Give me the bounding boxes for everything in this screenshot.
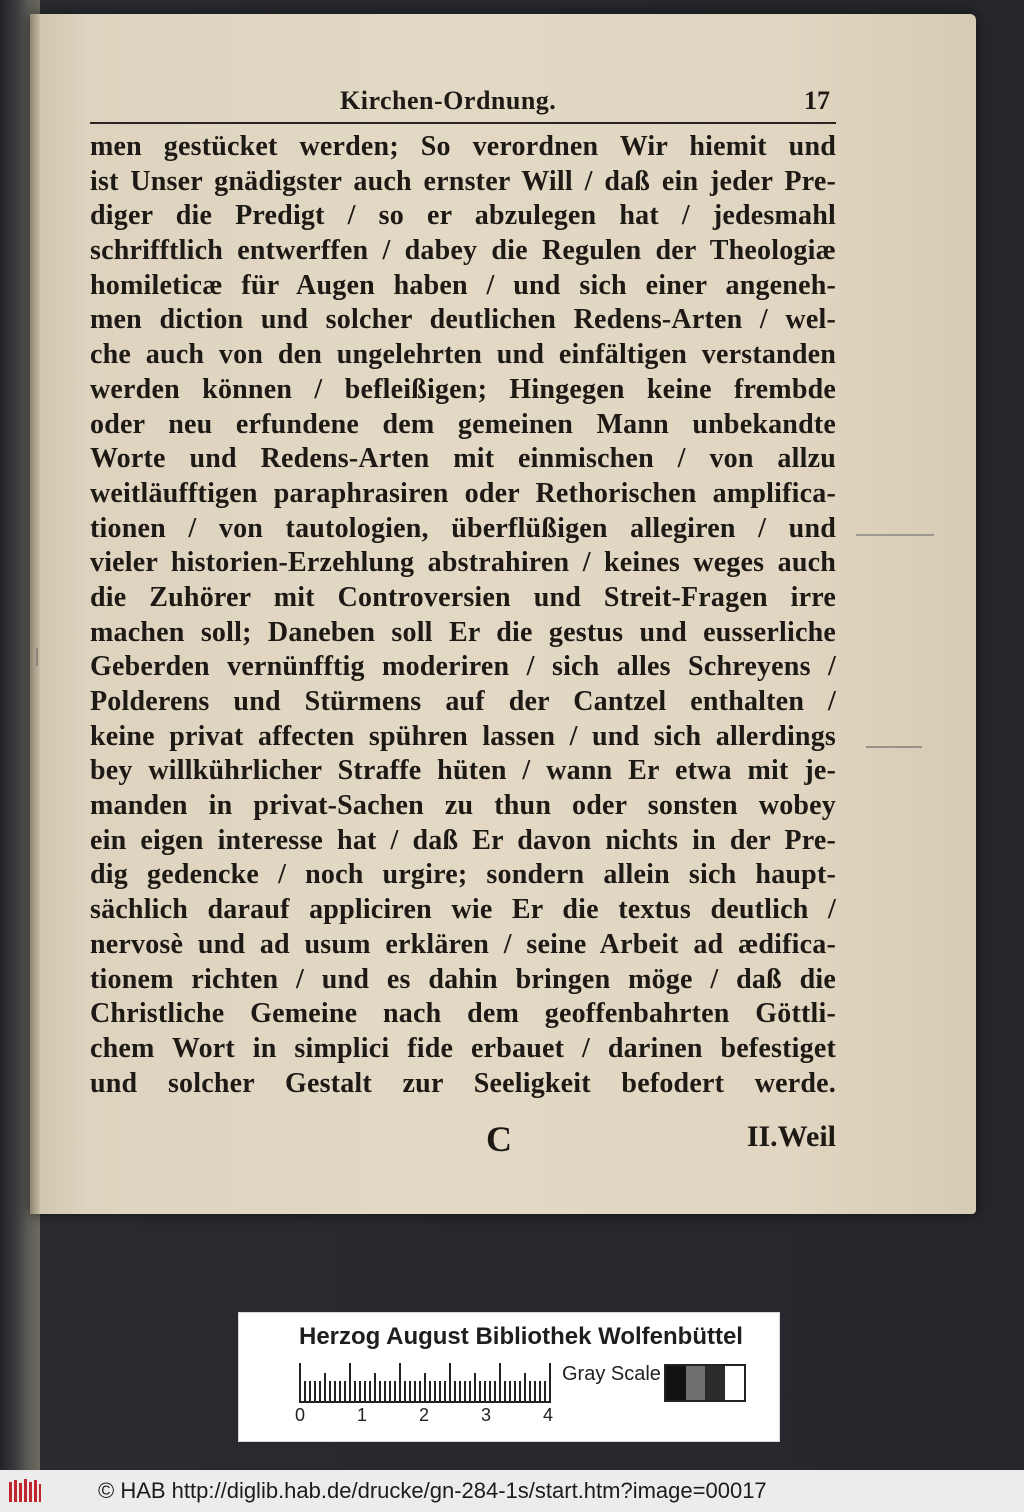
- text-line: und solcher Gestalt zur Seeligkeit befodert werde.: [90, 1067, 836, 1099]
- ruler-tick: [324, 1373, 326, 1403]
- ruler-tick: [504, 1381, 506, 1403]
- text-line: tionem richten / und es dahin bringen möge / daß die: [90, 963, 836, 995]
- catchword: II.Weil: [746, 1120, 836, 1153]
- ruler-tick: [349, 1363, 351, 1403]
- body-text: [90, 130, 836, 1101]
- ruler-tick: [399, 1363, 401, 1403]
- text-line: che auch von den ungelehrten und einfältigen verstanden: [90, 339, 836, 371]
- ruler-tick: [469, 1381, 471, 1403]
- ruler-tick: [524, 1373, 526, 1403]
- running-head: Kirchen-Ordnung.: [340, 86, 557, 115]
- ruler-tick: [414, 1381, 416, 1403]
- ruler-tick: [459, 1381, 461, 1403]
- ruler-tick: [314, 1381, 316, 1403]
- ruler-tick: [464, 1381, 466, 1403]
- ruler-tick: [379, 1381, 381, 1403]
- ruler-tick: [484, 1381, 486, 1403]
- margin-pencil-mark: [856, 534, 934, 536]
- text-line: Worte und Redens-Arten mit einmischen / von allzu: [90, 443, 836, 475]
- gray-swatch: [686, 1366, 706, 1400]
- text-line: homileticæ für Augen haben / und sich einer angeneh-: [90, 269, 836, 301]
- text-line: Christliche Gemeine nach dem geoffenbahrten Göttli-: [90, 998, 836, 1030]
- ruler-tick: [499, 1363, 501, 1403]
- text-line: Polderens und Stürmens auf der Cantzel enthalten /: [90, 686, 836, 717]
- ruler-tick: [424, 1373, 426, 1403]
- ruler-label: 0: [294, 1405, 305, 1425]
- ruler-tick: [549, 1363, 551, 1403]
- ruler-tick: [489, 1381, 491, 1403]
- ruler-tick: [544, 1381, 546, 1403]
- gray-swatch: [705, 1366, 725, 1400]
- gray-swatch: [666, 1366, 686, 1400]
- text-line: vieler historien-Erzehlung abstrahiren / keines weges auch: [90, 547, 836, 579]
- text-line: weitläufftigen paraphrasiren oder Rethorischen amplifica-: [90, 477, 836, 509]
- ruler-tick: [329, 1381, 331, 1403]
- hab-logo-icon: [8, 1478, 42, 1504]
- ruler-tick: [439, 1381, 441, 1403]
- ruler-tick: [354, 1381, 356, 1403]
- ruler-tick: [529, 1381, 531, 1403]
- gray-swatch: [725, 1366, 745, 1400]
- ruler-label: 1: [356, 1405, 367, 1425]
- ruler-tick: [319, 1381, 321, 1403]
- ruler-tick: [539, 1381, 541, 1403]
- ruler-tick: [374, 1373, 376, 1403]
- ruler-tick: [369, 1381, 371, 1403]
- text-line: manden in privat-Sachen zu thun oder sonsten wobey: [90, 790, 836, 822]
- text-line: chem Wort in simplici fide erbauet / darinen befestiget: [90, 1032, 836, 1064]
- measurement-ruler: [299, 1363, 549, 1403]
- footer-bar: [0, 1470, 1024, 1512]
- copyright-url: © HAB http://diglib.hab.de/drucke/gn-284-1s/start.htm?image=00017: [98, 1478, 767, 1503]
- ruler-tick: [309, 1381, 311, 1403]
- text-line: men diction und solcher deutlichen Redens-Arten / wel-: [90, 304, 836, 336]
- gray-scale-label: Gray Scale: [562, 1363, 661, 1385]
- text-line: sächlich darauf appliciren wie Er die textus deutlich /: [90, 894, 836, 926]
- ruler-tick: [404, 1381, 406, 1403]
- ruler-tick: [389, 1381, 391, 1403]
- text-line: schrifftlich entwerffen / dabey die Regulen der Theologiæ: [90, 235, 836, 267]
- ruler-tick: [474, 1373, 476, 1403]
- text-line: ist Unser gnädigster auch ernster Will / daß ein jeder Pre-: [90, 165, 836, 197]
- ruler-label: 2: [418, 1405, 429, 1425]
- ruler-label: 3: [480, 1405, 491, 1425]
- ruler-tick: [434, 1381, 436, 1403]
- catchword-row: [90, 1118, 836, 1158]
- text-line: keine privat affecten spühren lassen / und sich allerdings: [90, 720, 836, 752]
- gray-scale-strip: [664, 1364, 746, 1402]
- ruler-tick: [409, 1381, 411, 1403]
- ruler-tick: [299, 1363, 301, 1403]
- ruler-tick: [519, 1381, 521, 1403]
- ruler-tick: [429, 1381, 431, 1403]
- margin-pencil-mark: [866, 746, 922, 748]
- ruler-tick: [339, 1381, 341, 1403]
- ruler-tick: [509, 1381, 511, 1403]
- ruler-tick: [419, 1381, 421, 1403]
- ruler-tick: [449, 1363, 451, 1403]
- text-line: ein eigen interesse hat / daß Er davon nichts in der Pre-: [90, 824, 836, 856]
- library-name: Herzog August Bibliothek Wolfenbüttel: [299, 1323, 743, 1350]
- text-line: dig gedencke / noch urgire; sondern allein sich haupt-: [90, 859, 836, 891]
- text-line: diger die Predigt / so er abzulegen hat / jedesmahl: [90, 200, 836, 232]
- text-line: die Zuhörer mit Controversien und Streit-Fragen irre: [90, 581, 836, 613]
- ruler-tick: [384, 1381, 386, 1403]
- text-line: oder neu erfundene dem gemeinen Mann unbekandte: [90, 408, 836, 440]
- ruler-tick: [359, 1381, 361, 1403]
- text-line: machen soll; Daneben soll Er die gestus und eusserliche: [90, 616, 836, 648]
- ruler-tick: [344, 1381, 346, 1403]
- page-gutter: [30, 14, 40, 1214]
- text-line: tionen / von tautologien, überflüßigen allegiren / und: [90, 512, 836, 544]
- ruler-tick: [364, 1381, 366, 1403]
- header-rule: [90, 122, 836, 124]
- ruler-tick: [494, 1381, 496, 1403]
- ruler-tick: [394, 1381, 396, 1403]
- page-number: 17: [804, 86, 830, 115]
- text-line: werden können / befleißigen; Hingegen keine frembde: [90, 373, 836, 405]
- ruler-tick: [454, 1381, 456, 1403]
- text-line: nervosè und ad usum erklären / seine Arbeit ad ædifica-: [90, 928, 836, 960]
- ruler-tick: [444, 1381, 446, 1403]
- ruler-tick: [334, 1381, 336, 1403]
- signature-mark: C: [486, 1119, 512, 1159]
- calibration-card: [238, 1312, 780, 1442]
- text-line: bey willkührlicher Straffe hüten / wann Er etwa mit je-: [90, 755, 836, 787]
- ruler-label: 4: [542, 1405, 553, 1425]
- ruler-tick: [304, 1381, 306, 1403]
- ruler-tick: [514, 1381, 516, 1403]
- text-line: men gestücket werden; So verordnen Wir hiemit und: [90, 131, 836, 162]
- margin-pencil-mark: [36, 648, 38, 666]
- ruler-tick: [479, 1381, 481, 1403]
- ruler-tick: [534, 1381, 536, 1403]
- text-line: Geberden vernünfftig moderiren / sich alles Schreyens /: [90, 651, 836, 683]
